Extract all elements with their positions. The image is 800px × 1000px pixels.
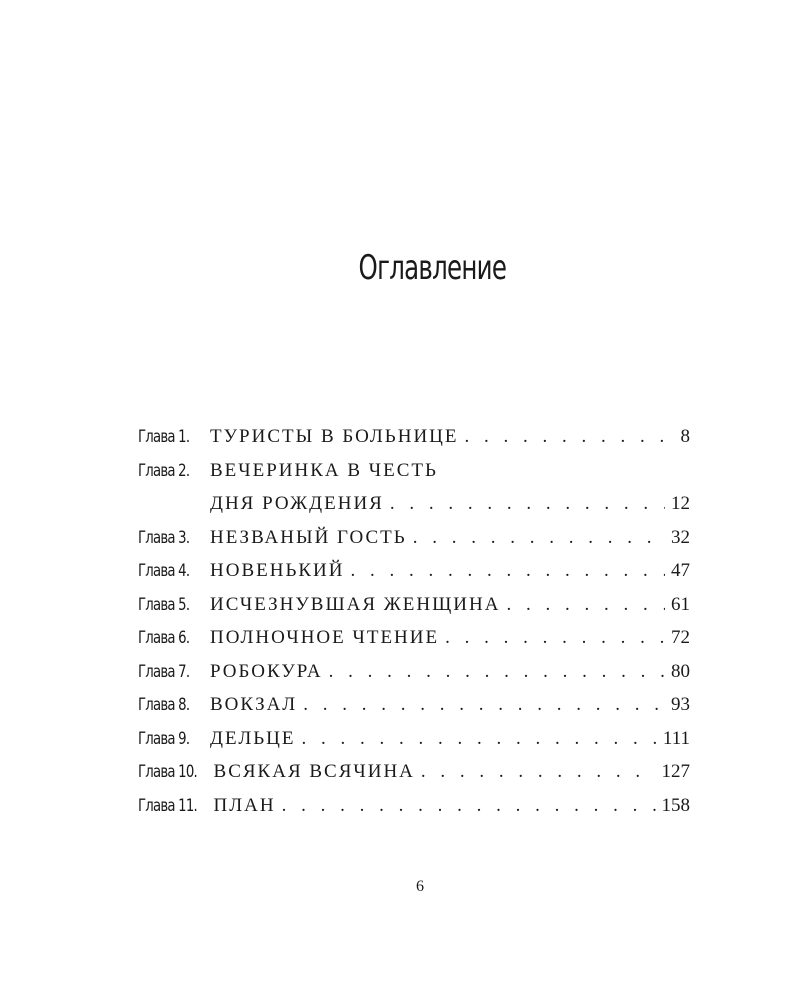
chapter-title: НЕЗВАНЫЙ ГОСТЬ bbox=[210, 526, 407, 548]
chapter-label: Глава 11. bbox=[138, 795, 197, 816]
toc-entry-5[interactable] bbox=[138, 588, 690, 622]
page-number: 12 bbox=[671, 493, 690, 514]
toc-entry-3[interactable] bbox=[138, 521, 690, 555]
chapter-title-line-2: ДНЯ РОЖДЕНИЯ bbox=[210, 493, 384, 514]
chapter-label: Глава 4. bbox=[138, 561, 190, 581]
chapter-title-line-1: ВЕЧЕРИНКА В ЧЕСТЬ bbox=[210, 459, 438, 481]
dot-leader bbox=[329, 655, 665, 689]
page-title: Оглавление bbox=[358, 248, 507, 288]
toc-entry-11[interactable] bbox=[138, 789, 690, 823]
chapter-label: Глава 2. bbox=[138, 460, 190, 481]
dot-leader bbox=[445, 621, 665, 655]
chapter-label: Глава 6. bbox=[138, 628, 190, 648]
page-number: 93 bbox=[671, 694, 690, 715]
page-number: 47 bbox=[671, 560, 690, 581]
toc-entry-8[interactable] bbox=[138, 688, 690, 722]
chapter-title: ПОЛНОЧНОЕ ЧТЕНИЕ bbox=[210, 627, 440, 648]
chapter-title: РОБОКУРА bbox=[210, 660, 323, 682]
dot-leader bbox=[421, 755, 656, 789]
page-number: 80 bbox=[671, 660, 690, 682]
chapter-title: ИСЧЕЗНУВШАЯ ЖЕНЩИНА bbox=[210, 593, 501, 615]
chapter-title: ДЕЛЬЦЕ bbox=[210, 727, 296, 749]
dot-leader bbox=[465, 420, 675, 454]
chapter-label: Глава 8. bbox=[138, 695, 190, 715]
chapter-title: ВСЯКАЯ ВСЯЧИНА bbox=[213, 761, 415, 782]
chapter-title: ТУРИСТЫ В БОЛЬНИЦЕ bbox=[210, 426, 459, 447]
toc-entry-10[interactable] bbox=[138, 755, 690, 789]
dot-leader bbox=[301, 722, 656, 756]
chapter-title: НОВЕНЬКИЙ bbox=[210, 560, 345, 581]
dot-leader bbox=[390, 487, 665, 521]
page-folio: 6 bbox=[416, 878, 424, 895]
chapter-title: ПЛАН bbox=[213, 794, 276, 816]
toc-entry-7[interactable] bbox=[138, 655, 690, 689]
chapter-label: Глава 10. bbox=[138, 762, 197, 782]
chapter-label: Глава 5. bbox=[138, 594, 190, 615]
table-of-contents bbox=[138, 420, 690, 822]
chapter-label: Глава 3. bbox=[138, 527, 190, 548]
chapter-label: Глава 9. bbox=[138, 728, 190, 749]
dot-leader bbox=[506, 588, 665, 622]
toc-entry-2[interactable] bbox=[138, 454, 690, 521]
dot-leader bbox=[303, 688, 665, 722]
page-number: 61 bbox=[671, 593, 690, 615]
dot-leader bbox=[413, 521, 665, 555]
chapter-title: ВОКЗАЛ bbox=[210, 694, 298, 715]
page-number: 127 bbox=[661, 761, 690, 782]
toc-entry-6[interactable] bbox=[138, 621, 690, 655]
toc-entry-1[interactable] bbox=[138, 420, 690, 454]
page-number: 8 bbox=[680, 426, 690, 447]
page-number: 111 bbox=[662, 727, 690, 749]
page-number: 32 bbox=[671, 526, 690, 548]
dot-leader bbox=[350, 554, 665, 588]
toc-entry-9[interactable] bbox=[138, 722, 690, 756]
chapter-label: Глава 7. bbox=[138, 661, 190, 682]
dot-leader bbox=[282, 789, 656, 823]
page-number: 72 bbox=[671, 627, 690, 648]
page-number: 158 bbox=[661, 794, 690, 816]
toc-entry-4[interactable] bbox=[138, 554, 690, 588]
chapter-label: Глава 1. bbox=[138, 427, 190, 447]
